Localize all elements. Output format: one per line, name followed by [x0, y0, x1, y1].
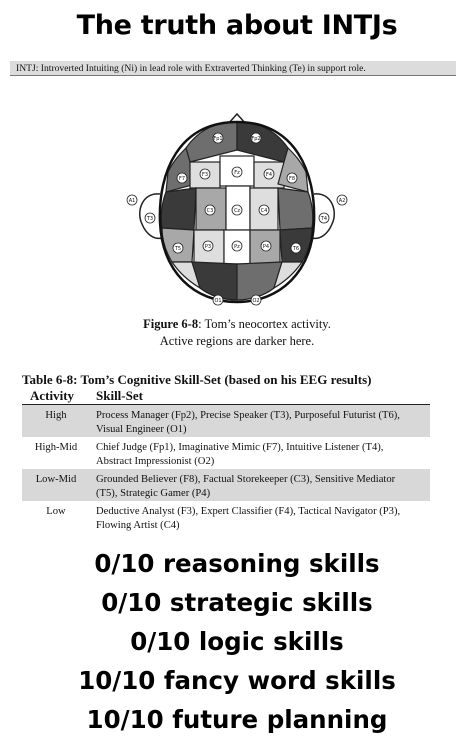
meme-line-logic: 0/10 logic skills [130, 627, 344, 656]
table-row [22, 469, 430, 501]
figure-label: Figure 6-8 [143, 317, 199, 331]
skills-line: (T5), Strategic Gamer (P4) [96, 488, 211, 499]
electrode-label: Fz [234, 170, 240, 176]
electrode-label: F8 [288, 176, 296, 182]
skills-line: Deductive Analyst (F3), Expert Classifier (F4), Tactical Navigator (P3), [96, 506, 401, 517]
electrode-label: Pz [234, 244, 240, 250]
row-activity: High [45, 410, 67, 421]
row-activity: High-Mid [34, 442, 78, 453]
table-row [22, 437, 430, 469]
electrode-label: P4 [262, 244, 270, 250]
skills-line: Chief Judge (Fp1), Imaginative Mimic (F7), Intuitive Listener (T4), [96, 442, 384, 453]
region-o2 [237, 262, 282, 300]
electrode-label: F7 [178, 176, 186, 182]
skills-line: Visual Engineer (O1) [96, 424, 187, 435]
electrode-label: Cz [233, 208, 241, 214]
table-row [22, 405, 430, 437]
electrode-label: T3 [146, 216, 154, 222]
figure-caption-line2: Active regions are darker here. [159, 334, 315, 348]
row-skills [96, 505, 426, 533]
row-skills [96, 441, 426, 469]
meme-line-fancy-words: 10/10 fancy word skills [78, 666, 396, 695]
electrode-label: C3 [206, 208, 214, 214]
electrode-label: T6 [292, 246, 300, 252]
electrode-label: Fp1 [213, 136, 223, 142]
meme-line-strategic: 0/10 strategic skills [101, 588, 373, 617]
row-activity: Low [46, 506, 66, 517]
electrode-label: T4 [320, 216, 328, 222]
region-t4 [278, 188, 313, 230]
header-activity: Activity [30, 388, 75, 403]
electrode-label: F4 [265, 172, 273, 178]
region-t3 [161, 188, 196, 230]
figure-caption [0, 316, 474, 350]
figure-caption-text: : Tom’s neocortex activity. [198, 317, 331, 331]
table-row [22, 501, 430, 533]
electrode-label: C4 [260, 208, 268, 214]
skills-line: Process Manager (Fp2), Precise Speaker (T3), Purposeful Futurist (T6), [96, 410, 400, 421]
skills-line: Flowing Artist (C4) [96, 520, 180, 531]
electrode-label: A2 [338, 198, 346, 204]
electrode-label: F3 [201, 172, 209, 178]
skills-line: Grounded Believer (F8), Factual Storekeeper (C3), Sensitive Mediator [96, 474, 396, 485]
meme-title: The truth about INTJs [76, 10, 398, 41]
electrode-label: O2 [252, 298, 260, 304]
row-skills [96, 409, 426, 437]
table-title: Table 6-8: Tom’s Cognitive Skill-Set (based on his EEG results) [22, 372, 372, 387]
meme-line-future-planning: 10/10 future planning [86, 705, 388, 734]
table-header [22, 388, 430, 405]
skills-line: Abstract Impressionist (O2) [96, 456, 215, 467]
electrode-label: A1 [128, 198, 136, 204]
electrode-label: Fp2 [251, 136, 261, 142]
neocortex-head-diagram [120, 112, 354, 312]
electrode-label: T5 [174, 246, 182, 252]
region-o1 [192, 262, 237, 300]
meme-line-reasoning: 0/10 reasoning skills [94, 549, 380, 578]
row-skills [96, 473, 426, 501]
header-skill-set: Skill-Set [96, 388, 143, 403]
type-caption-bar: INTJ: Introverted Intuiting (Ni) in lead role with Extraverted Thinking (Te) in support role. [10, 61, 456, 76]
electrode-label: P3 [204, 244, 212, 250]
row-activity: Low-Mid [35, 474, 77, 485]
electrode-label: O1 [214, 298, 222, 304]
